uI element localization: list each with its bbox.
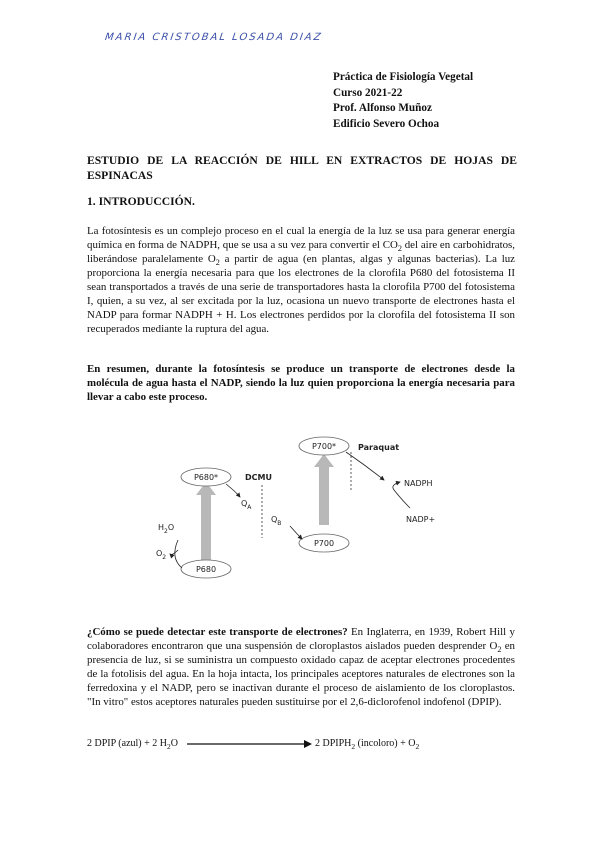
co2-subscript: 2 — [397, 244, 402, 254]
p680-node — [181, 560, 231, 578]
intro-paragraph — [87, 224, 515, 336]
header-line-professor: Prof. Alfonso Muñoz — [333, 102, 432, 114]
header-line-course: Curso 2021-22 — [333, 86, 403, 99]
dcmu-label: DCMU — [245, 473, 272, 482]
arrow-water-split — [175, 540, 182, 568]
detection-text-b: en presencia de luz, si se suministra un compuesto oxidado capaz de aceptar electrones procedentes de la fotolisis del agua. En la hoja intacta, los principales aceptores naturales de electrones son la ferredoxina y el NADP, pero se inactivan durante el proceso de aislamiento de los cloroplastos. "In vitro" estos aceptores naturales pueden sustituirse por el 2,6-diclorofenol indofenol (DPIP). — [87, 640, 515, 708]
electron-transport-diagram — [140, 430, 460, 590]
reaction-reactants — [87, 738, 178, 749]
arrow-qb-to-p700 — [290, 526, 302, 539]
nadp-plus-label: NADP+ — [406, 515, 436, 524]
arrow-to-o2 — [170, 550, 178, 555]
detection-text-a: En Inglaterra, en 1939, Robert Hill y colaboradores encontraron que una suspensión de cloroplastos aislados pueden desprender O — [87, 626, 515, 652]
products-o2-subscript: 2 — [415, 742, 420, 751]
intro-text-c: a partir de agua (en plantas, algas y algunas bacterias). La luz proporciona la energía necesaria para que los electrones de la clorofila P680 del fotosistema II sean transportados a través de una serie de transportadores hasta la clorofila P700 del fotosistema I, quien, a su vez, al ser excitada por la luz, ocasiona un nuevo transporte de electrones hasta el NADP para formar NADPH + H. Los electrones perdidos por la clorofila del fotosistema II son recuperados mediante la ruptura del agua. — [87, 253, 515, 335]
h2o-label: $H_2O$ — [158, 523, 175, 535]
p700-label: P700 — [313, 539, 335, 548]
products-text-mid: (incoloro) + O — [355, 738, 416, 749]
arrow-p700star-to-nadph — [346, 452, 384, 480]
psi-light-arrow — [314, 454, 334, 525]
header-line-practice: Práctica de Fisiología Vegetal — [333, 71, 474, 83]
p700-star-label: P700* — [311, 442, 337, 451]
paraquat-label: Paraquat — [358, 443, 400, 452]
detection-o2-subscript: 2 — [497, 645, 502, 655]
o2-subscript: 2 — [215, 258, 220, 268]
reaction-products — [315, 738, 419, 749]
products-text: 2 DPIPH — [315, 738, 352, 749]
handwritten-name: MARIA CRISTOBAL LOSADA DIAZ — [104, 32, 324, 43]
arrow-p680star-to-qa — [226, 484, 240, 497]
intro-text-a: La fotosíntesis es un complejo proceso en el cual la energía de la luz se usa para generar energía química en forma de NADPH, que se usa a su vez para convertir el CO — [87, 225, 515, 251]
products-subscript: 2 — [351, 742, 356, 751]
p700-node — [299, 534, 349, 552]
reactants-subscript: 2 — [166, 742, 171, 751]
p680-star-label: P680* — [193, 473, 219, 482]
qa-label: $Q_A$ — [241, 499, 252, 511]
qb-label: $Q_B$ — [271, 515, 282, 527]
psii-light-arrow — [196, 482, 216, 562]
hill-reaction-equation — [87, 738, 527, 752]
p680-label: P680 — [195, 565, 217, 574]
course-header — [333, 70, 473, 132]
detection-paragraph — [87, 625, 515, 709]
section-heading-introduction: 1. INTRODUCCIÓN. — [87, 195, 195, 208]
header-line-building: Edificio Severo Ochoa — [333, 117, 440, 130]
document-title: ESTUDIO DE LA REACCIÓN DE HILL EN EXTRACTOS DE HOJAS DE ESPINACAS — [87, 154, 517, 182]
summary-paragraph: En resumen, durante la fotosíntesis se produce un transporte de electrones desde la molécula de agua hasta el NADP, siendo la luz quien proporciona la energía necesaria para llevar a cabo este proceso. — [87, 363, 515, 403]
reactants-text-end: O — [170, 738, 178, 749]
nadph-label: NADPH — [404, 479, 433, 488]
intro-text-b: del aire en carbohidratos, liberándose paralelamente O — [87, 239, 515, 265]
p680-star-node — [181, 468, 231, 486]
p700-star-node — [299, 437, 349, 455]
detection-question: ¿Cómo se puede detectar este transporte de electrones? — [87, 626, 348, 638]
o2-label: $O_2$ — [156, 549, 167, 561]
reactants-text: 2 DPIP (azul) + 2 H — [87, 738, 167, 749]
